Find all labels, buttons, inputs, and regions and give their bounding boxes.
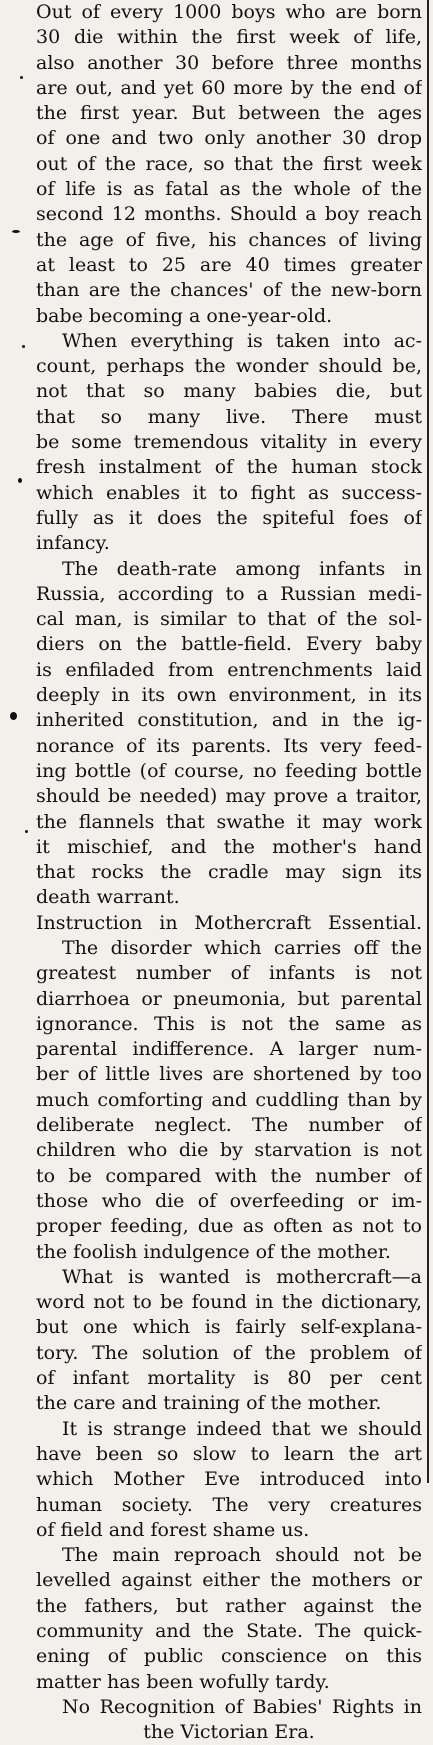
text-line: of life is as fatal as the whole of the [36, 178, 422, 201]
text-line: norance of its parents. Its very feed- [36, 734, 422, 757]
section-heading: Instruction in Mothercraft Essential. [36, 911, 422, 934]
text-line: the foolish indulgence of the mother. [36, 1240, 391, 1263]
section-heading: the Victorian Era. [143, 1721, 315, 1744]
text-line: not that so many babies die, but [36, 380, 422, 403]
text-line: also another 30 before three months [36, 51, 422, 74]
text-line: fresh instalment of the human stock [36, 456, 422, 479]
text-line: The death-rate among infants in [62, 557, 422, 580]
text-line: infancy. [36, 532, 110, 555]
text-line: levelled against either the mothers or [36, 1569, 422, 1592]
text-line: deeply in its own environment, in its [36, 684, 422, 707]
text-line: those who die of overfeeding or im- [36, 1189, 422, 1212]
text-line: of one and two only another 30 drop [36, 127, 422, 150]
text-line: community and the State. The quick- [36, 1620, 422, 1642]
text-line: which enables it to fight as success- [36, 481, 422, 504]
text-line: cal man, is similar to that of the sol- [36, 608, 422, 631]
text-line: ber of little lives are shortened by too [36, 1063, 422, 1086]
text-line: parental indifference. A larger num- [36, 1038, 422, 1061]
text-line: the fathers, but rather against the [36, 1594, 422, 1617]
text-line: much comforting and cuddling than by [36, 1088, 422, 1111]
text-line: Out of every 1000 boys who are born [36, 1, 422, 23]
text-line: proper feeding, due as often as not to [36, 1215, 422, 1238]
text-line: second 12 months. Should a boy reach [36, 203, 422, 226]
text-line: word not to be found in the dictionary, [36, 1291, 422, 1314]
ink-speck [20, 76, 23, 79]
article-column [36, 0, 422, 1744]
ink-speck [25, 830, 28, 833]
text-line: The main reproach should not be [62, 1544, 422, 1567]
text-line: the first year. But between the ages [36, 102, 422, 125]
text-line: of infant mortality is 80 per cent [36, 1367, 422, 1390]
text-line: fully as it does the spiteful foes of [36, 506, 422, 529]
text-line: human society. The very creatures [36, 1493, 422, 1516]
text-line: be some tremendous vitality in every [36, 431, 422, 454]
text-line: It is strange indeed that we should [62, 1417, 422, 1440]
text-line: but one which is fairly self-explana- [36, 1316, 422, 1339]
text-line: deliberate neglect. The number of [36, 1114, 422, 1137]
text-line: children who die by starvation is not [36, 1139, 422, 1162]
column-rule [427, 0, 429, 1483]
ink-speck [12, 230, 20, 233]
text-line: inherited constitution, and in the ig- [36, 709, 422, 732]
text-line: the care and training of the mother. [36, 1392, 382, 1415]
text-line: count, perhaps the wonder should be, [36, 355, 422, 378]
text-line: tory. The solution of the problem of [36, 1341, 422, 1364]
text-line: of field and forest shame us. [36, 1518, 310, 1541]
text-line: ening of public conscience on this [36, 1645, 422, 1668]
text-line: should be needed) may prove a traitor, [36, 785, 422, 808]
text-line: death warrant. [36, 886, 180, 909]
text-line: greatest number of infants is not [36, 962, 422, 985]
text-line: the age of five, his chances of living [36, 228, 422, 251]
text-line: babe becoming a one-year-old. [36, 304, 333, 327]
text-line: at least to 25 are 40 times greater [36, 253, 422, 276]
text-line: to be compared with the number of [36, 1164, 422, 1187]
text-line: the flannels that swathe it may work [36, 810, 422, 833]
text-line: The disorder which carries off the [62, 936, 422, 959]
ink-speck [10, 712, 17, 720]
ink-speck [22, 345, 25, 348]
text-line: ignorance. This is not the same as [36, 1012, 422, 1035]
text-line: than are the chances' of the new-born [36, 279, 422, 302]
text-line: which Mother Eve introduced into [36, 1468, 422, 1491]
text-line: matter has been wofully tardy. [36, 1670, 330, 1693]
text-line: have been so slow to learn the art [36, 1442, 422, 1465]
text-line: are out, and yet 60 more by the end of [36, 76, 422, 99]
text-line: 30 die within the first week of life, [36, 26, 422, 49]
text-line: out of the race, so that the first week [36, 152, 422, 175]
text-line: What is wanted is mothercraft—a [62, 1265, 422, 1288]
text-line: diarrhoea or pneumonia, but parental [36, 987, 422, 1010]
text-line: Russia, according to a Russian medi- [36, 582, 422, 605]
text-line: that rocks the cradle may sign its [36, 861, 422, 884]
text-line: ing bottle (of course, no feeding bottle [36, 759, 422, 782]
text-line: is enfiladed from entrenchments laid [36, 658, 422, 681]
text-line: diers on the battle-field. Every baby [36, 633, 422, 656]
text-line: that so many live. There must [36, 405, 422, 428]
ink-speck [18, 478, 22, 483]
text-line: it mischief, and the mother's hand [36, 835, 422, 858]
text-line: When everything is taken into ac- [62, 329, 422, 352]
section-heading: No Recognition of Babies' Rights in [62, 1695, 422, 1718]
